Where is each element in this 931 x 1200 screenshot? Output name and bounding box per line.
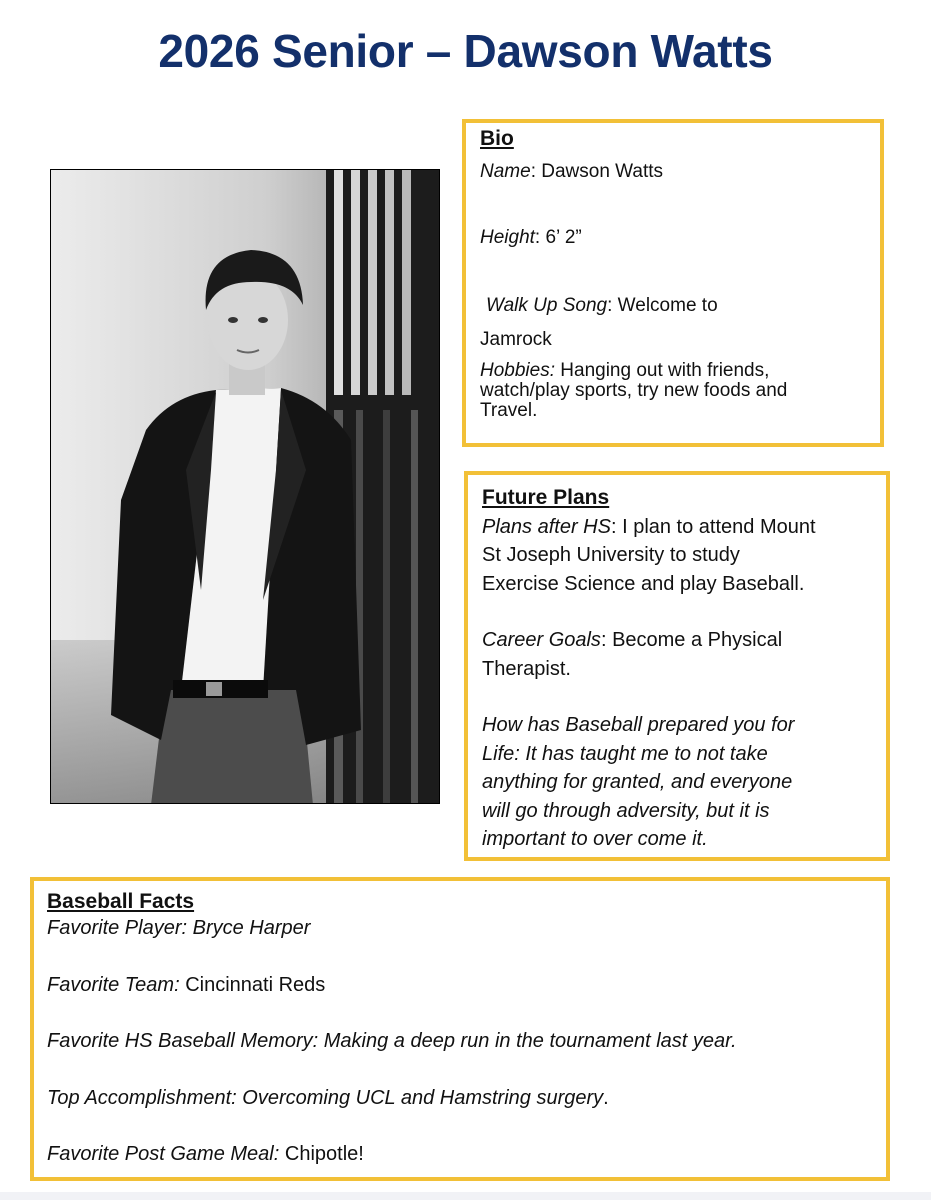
top-accomplishment	[47, 1084, 873, 1113]
senior-portrait-photo	[50, 169, 440, 804]
bio-walkup-line-2	[480, 329, 866, 351]
favorite-player	[47, 914, 873, 943]
portrait-illustration	[51, 170, 440, 804]
plans-label: Plans after HS	[482, 515, 611, 538]
bio-height-line: Height: 6’ 2”	[480, 227, 582, 248]
height-label: Height	[480, 227, 535, 248]
bio-name-line: Name: Dawson Watts	[480, 161, 664, 182]
favorite-meal-value: Chipotle!	[284, 1143, 364, 1165]
bio-box	[462, 119, 884, 447]
plans-after-hs: Plans after HS: I plan to attend Mount St Joseph University to study Exercise Science and play Baseball.	[482, 515, 816, 595]
prepared-line-5: important to over come it.	[482, 828, 708, 850]
bio-hobbies	[480, 361, 866, 421]
hobbies-value-2: watch/play sports, try new foods and	[480, 380, 788, 401]
prepared-line-2: Life: It has taught me to not take	[482, 742, 768, 765]
career-line-1: Become a Physical	[612, 629, 783, 651]
top-accomplishment-end: .	[603, 1086, 609, 1109]
favorite-memory	[47, 1027, 873, 1056]
page-bottom-edge	[0, 1192, 931, 1200]
future-plans-box	[464, 471, 890, 861]
bio-heading: Bio	[480, 127, 514, 150]
hobbies-value-1: Hanging out with friends,	[560, 360, 770, 381]
career-line-2: Therapist.	[482, 657, 571, 680]
height-value: 6’ 2”	[545, 227, 582, 248]
name-value: Dawson Watts	[541, 161, 664, 182]
prepared-line-4: will go through adversity, but it is	[482, 799, 770, 822]
bio-walkup-line: Walk Up Song: Welcome to	[486, 295, 718, 316]
career-label: Career Goals	[482, 629, 601, 651]
walkup-value-2: Jamrock	[480, 329, 552, 350]
favorite-team	[47, 971, 873, 1000]
page-title: 2026 Senior – Dawson Watts	[158, 25, 773, 77]
favorite-meal-label: Favorite Post Game Meal:	[47, 1143, 280, 1165]
career-goals: Career Goals: Become a Physical Therapist.	[482, 629, 783, 680]
prepared-line-3: anything for granted, and everyone	[482, 771, 793, 793]
plans-line-3: Exercise Science and play Baseball.	[482, 572, 805, 595]
baseball-facts-box	[30, 877, 890, 1181]
baseball-prepared	[482, 711, 872, 854]
prepared-line-1: How has Baseball prepared you for	[482, 714, 795, 736]
top-accomplishment-text: Top Accomplishment: Overcoming UCL and Hamstring surgery	[47, 1086, 604, 1109]
plans-line-1: I plan to attend Mount	[622, 515, 816, 538]
walkup-value-1: Welcome to	[617, 295, 718, 316]
favorite-player-text: Favorite Player: Bryce Harper	[47, 917, 311, 939]
walkup-label: Walk Up Song	[486, 295, 608, 316]
favorite-memory-text: Favorite HS Baseball Memory: Making a deep run in the tournament last year.	[47, 1030, 737, 1052]
baseball-facts-heading: Baseball Facts	[47, 890, 195, 913]
future-plans-heading: Future Plans	[482, 486, 610, 509]
favorite-team-value: Cincinnati Reds	[185, 973, 326, 996]
hobbies-value-3: Travel.	[480, 400, 538, 421]
plans-line-2: St Joseph University to study	[482, 544, 740, 566]
favorite-team-label: Favorite Team:	[47, 973, 180, 996]
name-label: Name	[480, 161, 531, 182]
hobbies-label: Hobbies:	[480, 360, 555, 381]
favorite-meal	[47, 1140, 873, 1169]
